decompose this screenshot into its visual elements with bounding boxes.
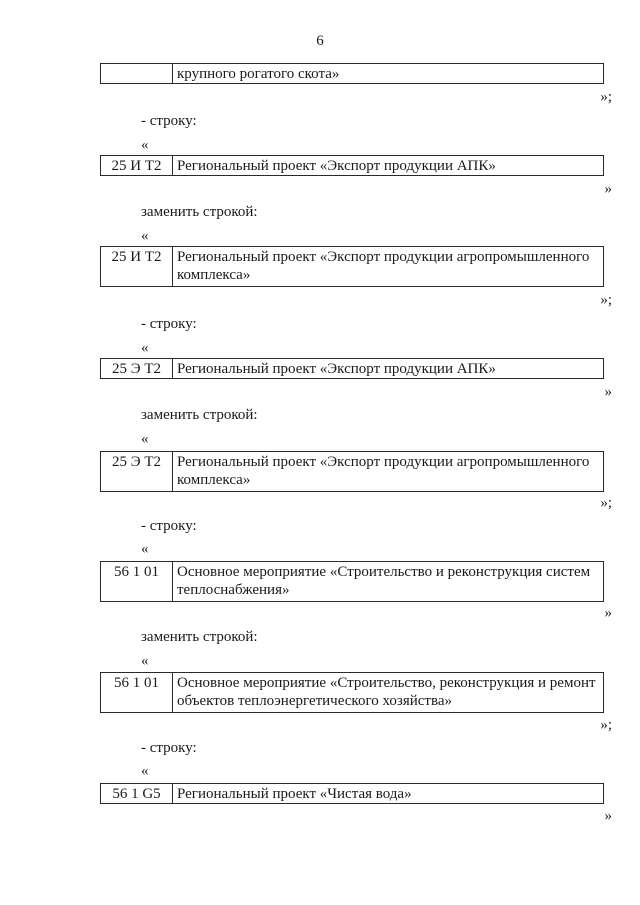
row-code: 25 И Т2 bbox=[101, 156, 173, 175]
closing-quote: »; bbox=[600, 717, 612, 733]
table-row bbox=[100, 561, 604, 602]
opening-quote: « bbox=[141, 653, 149, 669]
row-label: - строку: bbox=[141, 316, 197, 332]
opening-quote: « bbox=[141, 763, 149, 779]
row-label: - строку: bbox=[141, 740, 197, 756]
row-code: 25 И Т2 bbox=[101, 247, 173, 286]
page-number: 6 bbox=[316, 33, 324, 49]
row-code bbox=[101, 64, 173, 83]
row-code: 25 Э Т2 bbox=[101, 359, 173, 378]
table-row bbox=[100, 246, 604, 287]
row-code: 56 1 01 bbox=[101, 673, 173, 712]
closing-quote: » bbox=[604, 808, 612, 824]
row-code: 56 1 G5 bbox=[101, 784, 173, 803]
table-row bbox=[100, 155, 604, 176]
closing-quote: » bbox=[604, 605, 612, 621]
table-row bbox=[100, 451, 604, 492]
opening-quote: « bbox=[141, 431, 149, 447]
table-row bbox=[100, 358, 604, 379]
row-description: Региональный проект «Экспорт продукции агропромышленного комплекса» bbox=[177, 454, 590, 488]
opening-quote: « bbox=[141, 137, 149, 153]
row-code: 56 1 01 bbox=[101, 562, 173, 601]
opening-quote: « bbox=[141, 340, 149, 356]
replace-label: заменить строкой: bbox=[141, 204, 258, 220]
replace-label: заменить строкой: bbox=[141, 407, 258, 423]
row-description: Региональный проект «Экспорт продукции АПК» bbox=[177, 158, 496, 174]
closing-quote: » bbox=[604, 181, 612, 197]
table-row bbox=[100, 63, 604, 84]
closing-quote: » bbox=[604, 384, 612, 400]
row-label: - строку: bbox=[141, 113, 197, 129]
opening-quote: « bbox=[141, 228, 149, 244]
row-label: - строку: bbox=[141, 518, 197, 534]
row-description: Региональный проект «Чистая вода» bbox=[177, 786, 412, 802]
row-description: Основное мероприятие «Строительство и реконструкция систем теплоснабжения» bbox=[177, 564, 591, 598]
row-description: Региональный проект «Экспорт продукции агропромышленного комплекса» bbox=[177, 249, 590, 283]
row-description: Основное мероприятие «Строительство, реконструкция и ремонт объектов теплоэнергетического хозяйства» bbox=[177, 675, 596, 709]
opening-quote: « bbox=[141, 541, 149, 557]
row-description: крупного рогатого скота» bbox=[177, 66, 340, 82]
closing-quote: »; bbox=[600, 495, 612, 511]
row-description: Региональный проект «Экспорт продукции АПК» bbox=[177, 361, 496, 377]
row-code: 25 Э Т2 bbox=[101, 452, 173, 491]
closing-quote: »; bbox=[600, 292, 612, 308]
replace-label: заменить строкой: bbox=[141, 629, 258, 645]
table-row bbox=[100, 672, 604, 713]
closing-quote: »; bbox=[600, 89, 612, 105]
table-row bbox=[100, 783, 604, 804]
